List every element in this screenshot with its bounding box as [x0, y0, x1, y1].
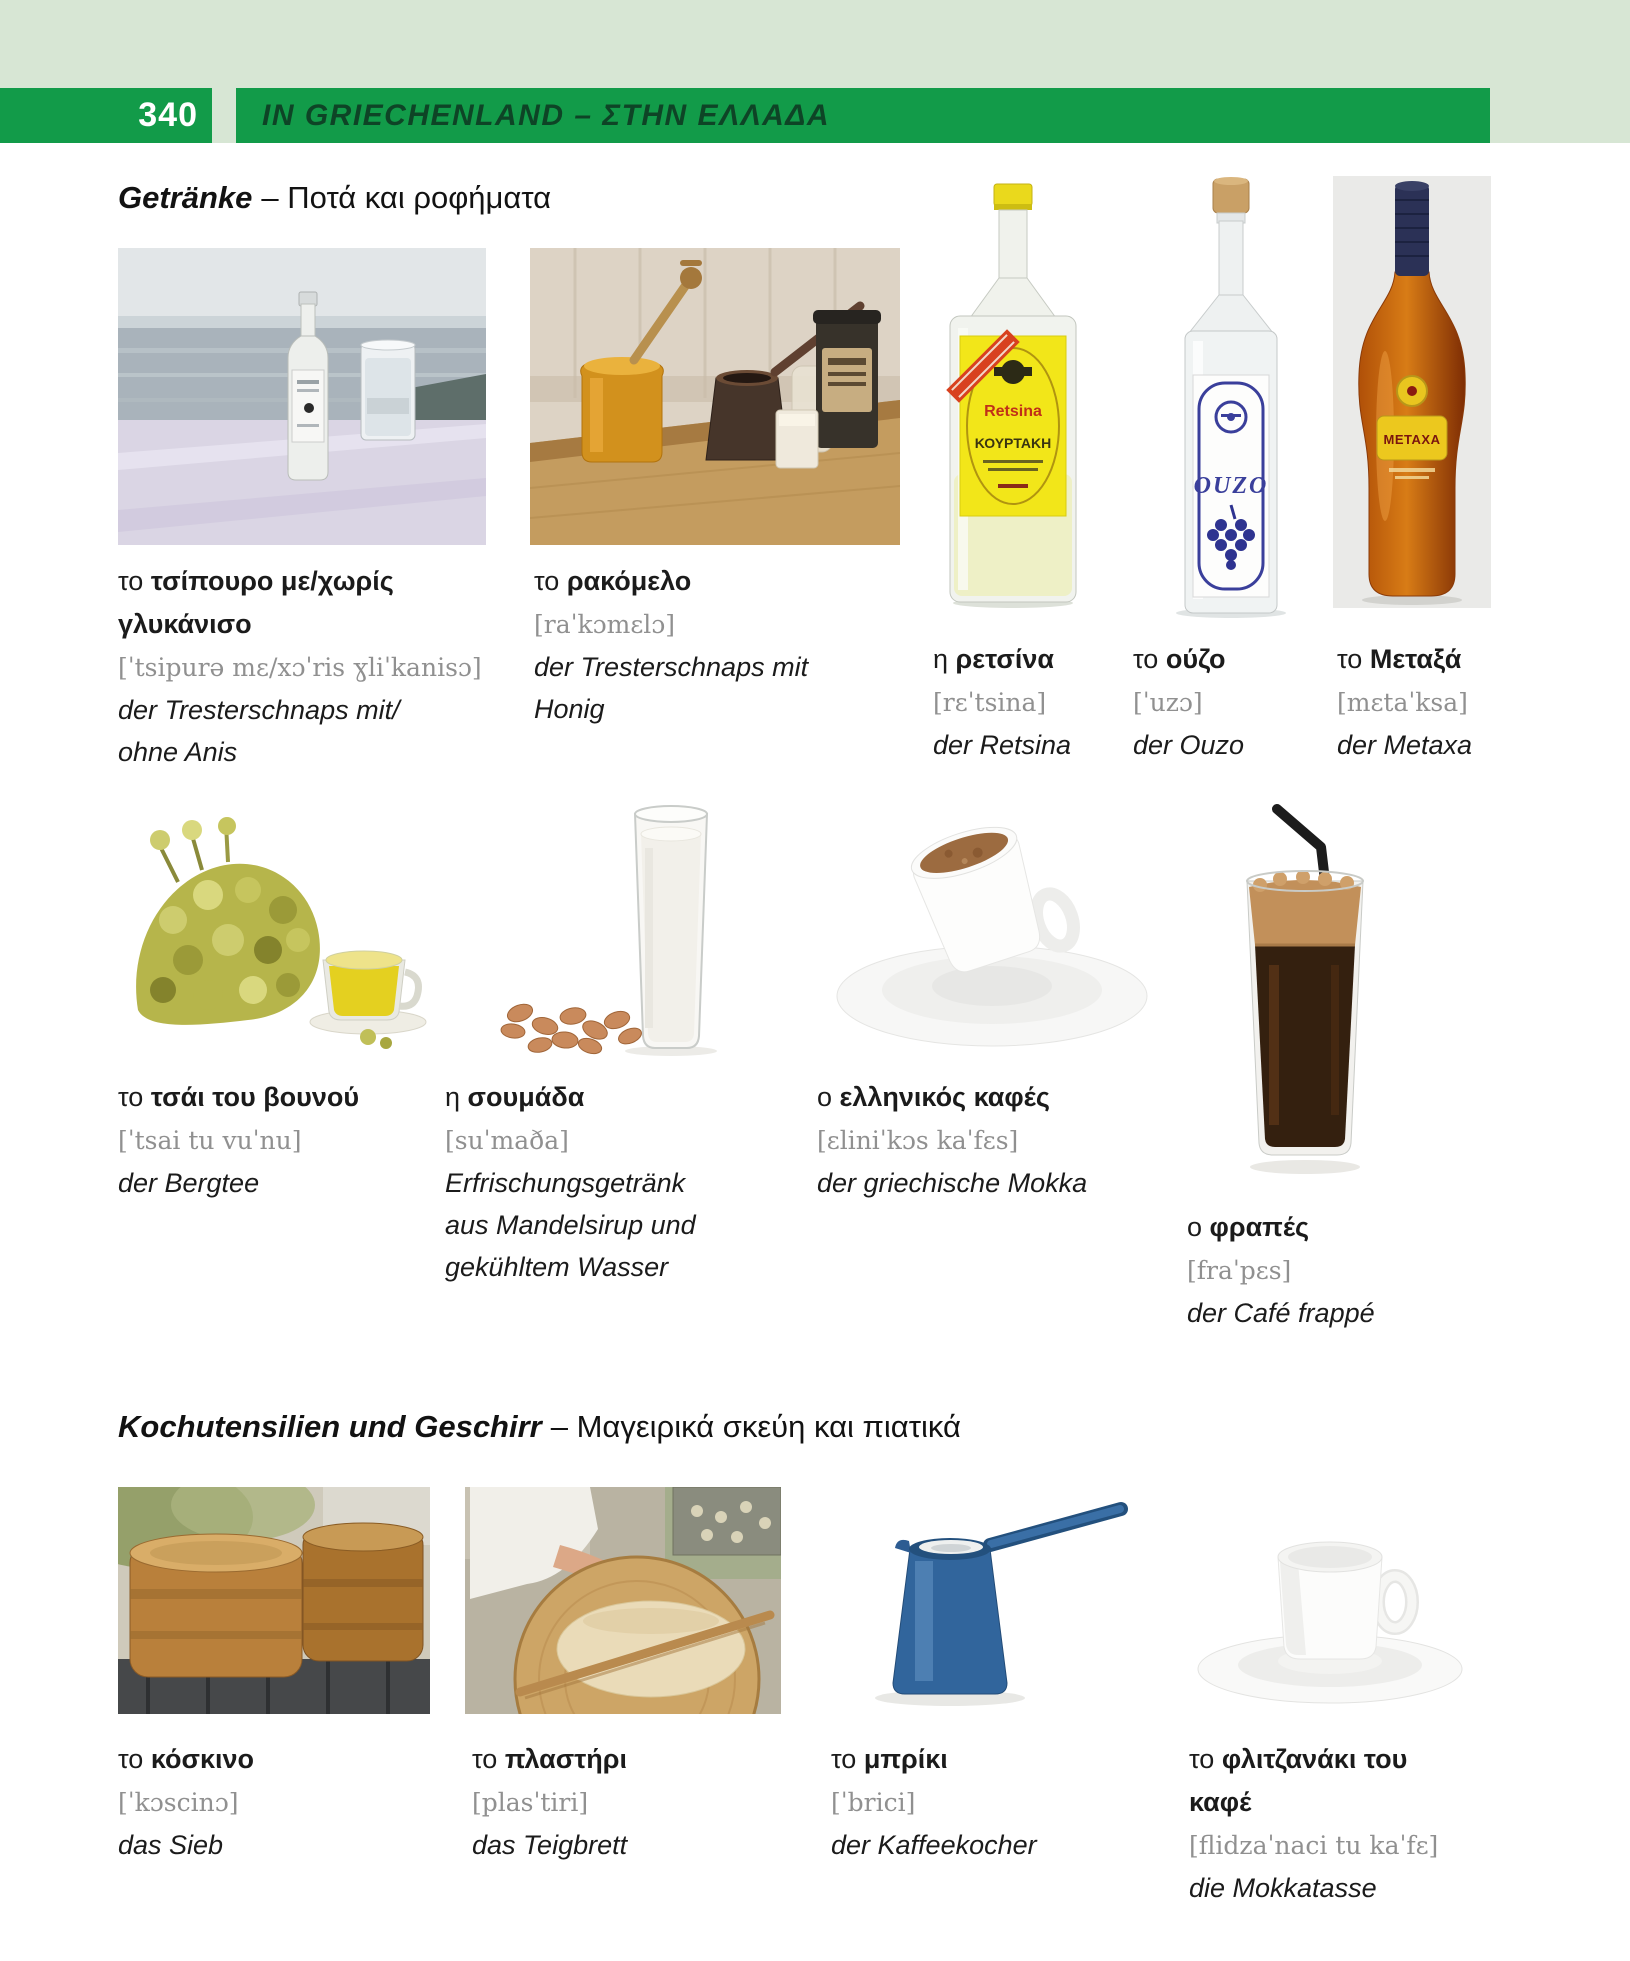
- entry-rakomelo: [534, 560, 874, 730]
- entry-bergtee: [118, 1076, 458, 1204]
- briki-scene: [815, 1487, 1137, 1714]
- entry-mokkatasse: [1189, 1738, 1489, 1909]
- photo-kaffeekocher: [815, 1487, 1137, 1714]
- top-band: [0, 0, 1630, 88]
- greek-term: το κόσκινο: [118, 1744, 255, 1774]
- chapter-title: IN GRIECHENLAND – ΣΤΗΝ ΕΛΛΑΔΑ: [262, 99, 831, 132]
- photo-mokkatasse: [1180, 1487, 1490, 1714]
- german-translation-line2: aus Mandelsirup und: [445, 1210, 696, 1240]
- greek-term: η σουμάδα: [445, 1082, 585, 1112]
- retsina-label-brand: Retsina: [984, 403, 1042, 420]
- german-translation: der Bergtee: [118, 1168, 260, 1198]
- section-title-kochutensilien: [118, 1407, 961, 1447]
- greek-term-line2: καφέ: [1189, 1787, 1252, 1817]
- photo-soumada: [445, 798, 775, 1062]
- greek-term: το ρακόμελο: [534, 566, 692, 596]
- greek-term: ο φραπές: [1187, 1212, 1310, 1242]
- greek-coffee-scene: [817, 798, 1167, 1062]
- wooden-sieves-scene: [118, 1487, 430, 1714]
- greek-term: το πλαστήρι: [472, 1744, 628, 1774]
- sieve-back: [303, 1523, 423, 1661]
- phonetic: [ɛliniˈkɔs kaˈfɛs]: [817, 1126, 1019, 1155]
- german-translation-line3: gekühltem Wasser: [445, 1252, 669, 1282]
- greek-term: η ρετσίνα: [933, 644, 1054, 674]
- phonetic: [ˈtsai tu vuˈnu]: [118, 1126, 302, 1155]
- photo-frappe: [1185, 795, 1425, 1187]
- frappe-scene: [1185, 795, 1425, 1187]
- german-translation: der Tresterschnaps mit: [534, 652, 809, 682]
- german-translation: der Kaffeekocher: [831, 1830, 1037, 1860]
- phonetic: [flidzaˈnaci tu kaˈfɛ]: [1189, 1831, 1439, 1860]
- phonetic: [ˈkɔscinɔ]: [118, 1788, 239, 1817]
- ouzo-label: [1193, 375, 1269, 597]
- briki-pot: [893, 1538, 1007, 1694]
- german-translation: der Metaxa: [1337, 730, 1473, 760]
- honey-jar: [581, 357, 664, 462]
- almond-milk-scene: [445, 798, 775, 1062]
- entry-teigbrett: [472, 1738, 792, 1866]
- greek-term: το φλιτζανάκι του: [1189, 1744, 1408, 1774]
- german-translation: Erfrischungsgetränk: [445, 1168, 686, 1198]
- section-title-greek: – Μαγειρικά σκεύη και πιατικά: [550, 1409, 961, 1444]
- dough-board-scene: [465, 1487, 781, 1714]
- section-title-greek: – Ποτά και ροφήματα: [261, 180, 552, 215]
- entry-soumada: [445, 1076, 765, 1288]
- entry-metaxa: [1337, 638, 1527, 766]
- retsina-label: [946, 329, 1066, 516]
- ouzo-label-text: OUZO: [1193, 473, 1269, 499]
- retsina-bottle: [928, 178, 1098, 610]
- entry-kaffeekocher: [831, 1738, 1161, 1866]
- phonetic: [raˈkɔmɛlɔ]: [534, 610, 676, 639]
- german-translation: der griechische Mokka: [817, 1168, 1088, 1198]
- german-translation: der Tresterschnaps mit/: [118, 695, 400, 725]
- entry-griechischer-mokka: [817, 1076, 1177, 1204]
- mountain-tea-scene: [118, 800, 431, 1062]
- greek-term: ο ελληνικός καφές: [817, 1082, 1050, 1112]
- entry-ouzo: [1133, 638, 1323, 766]
- baking-tray: [673, 1487, 781, 1555]
- photo-griechischer-mokka: [817, 798, 1167, 1062]
- ouzo-bottle: [1135, 175, 1325, 620]
- retsina-label-name: ΚΟΥΡΤΑΚΗ: [974, 435, 1052, 451]
- section-title-getraenke: [118, 178, 551, 218]
- white-cup-scene: [1180, 1487, 1490, 1714]
- entry-retsina: [933, 638, 1133, 766]
- milk-glass: [635, 806, 707, 1048]
- photo-ouzo: [1135, 175, 1325, 620]
- tsipouro-scene: [118, 248, 486, 545]
- photo-retsina: [928, 178, 1098, 610]
- metaxa-label-text: METAXA: [1383, 432, 1441, 447]
- photo-rakomelo: [530, 248, 900, 545]
- german-translation: die Mokkatasse: [1189, 1873, 1377, 1903]
- cup: [1278, 1542, 1382, 1659]
- photo-sieb: [118, 1487, 430, 1714]
- greek-term: το μπρίκι: [831, 1744, 948, 1774]
- phonetic: [mɛtaˈksa]: [1337, 688, 1468, 717]
- german-translation: der Retsina: [933, 730, 1072, 760]
- greek-term: το τσίπουρο με/χωρίς: [118, 566, 394, 596]
- german-translation: der Café frappé: [1187, 1298, 1375, 1328]
- german-translation: das Sieb: [118, 1830, 224, 1860]
- entry-frappe: [1187, 1206, 1487, 1334]
- phonetic: [ˈbrici]: [831, 1788, 916, 1817]
- phonetic: [ˈuzɔ]: [1133, 688, 1203, 717]
- greek-term: το ούζο: [1133, 644, 1226, 674]
- shot-glass: [776, 410, 818, 468]
- photo-metaxa: [1333, 176, 1491, 608]
- german-translation-line2: ohne Anis: [118, 737, 238, 767]
- entry-sieb: [118, 1738, 418, 1866]
- greek-term-line2: γλυκάνισο: [118, 609, 252, 639]
- entry-tsipouro: [118, 560, 482, 773]
- photo-bergtee: [118, 800, 431, 1062]
- phonetic: [suˈmaða]: [445, 1126, 569, 1155]
- photo-tsipouro: [118, 248, 486, 545]
- metaxa-bottle: [1333, 176, 1491, 608]
- spice-tin: [813, 310, 881, 448]
- photo-teigbrett: [465, 1487, 781, 1714]
- section-title-german: Getränke: [118, 180, 253, 215]
- phonetic: [ˈtsipurə mɛ/xɔˈris ɣliˈkanisɔ]: [118, 653, 482, 682]
- page-number: 340: [138, 96, 198, 134]
- phonetic: [fraˈpɛs]: [1187, 1256, 1292, 1285]
- german-translation-line2: Honig: [534, 694, 605, 724]
- tsipouro-glass: [361, 340, 415, 440]
- german-translation: der Ouzo: [1133, 730, 1245, 760]
- greek-term: το τσάι του βουνού: [118, 1082, 360, 1112]
- rakomelo-scene: [530, 248, 900, 545]
- german-translation: das Teigbrett: [472, 1830, 628, 1860]
- frappe-glass: [1247, 870, 1363, 1155]
- phonetic: [plasˈtiri]: [472, 1788, 589, 1817]
- section-title-german: Kochutensilien und Geschirr: [118, 1409, 542, 1444]
- greek-term: το Μεταξά: [1337, 644, 1462, 674]
- sieve-front: [130, 1534, 302, 1677]
- phonetic: [rɛˈtsina]: [933, 688, 1047, 717]
